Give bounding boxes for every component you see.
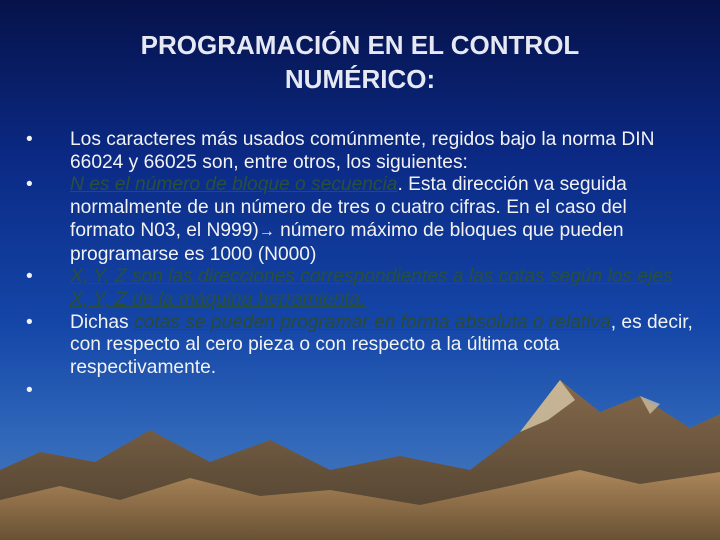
title-line-1: PROGRAMACIÓN EN EL CONTROL bbox=[140, 30, 580, 60]
bullet-item-4 bbox=[26, 312, 696, 380]
bullet-glyph: • bbox=[26, 174, 33, 196]
bullet-text: . Esta dirección va seguida normalmente de un número de tres o cuatro cifras. En el caso del formato N03, el N999) bbox=[70, 174, 627, 241]
highlight-link[interactable]: N es el número de bloque o secuencia bbox=[70, 174, 398, 196]
bullet-item-3 bbox=[26, 266, 696, 311]
highlight-link[interactable]: cotas se pueden programar en forma absoluta o relativa bbox=[133, 311, 611, 333]
title-line-2: NUMÉRICO: bbox=[284, 64, 436, 94]
bullet-item-2 bbox=[26, 174, 696, 266]
bullet-list bbox=[26, 129, 696, 401]
bullet-text: Los caracteres más usados comúnmente, regidos bajo la norma DIN 66024 y 66025 son, entre otros, los siguientes: bbox=[70, 129, 655, 173]
bullet-glyph: • bbox=[26, 266, 33, 288]
bullet-text: número máximo de bloques que pueden programarse es 1000 (N000) bbox=[70, 219, 624, 265]
highlight-link[interactable]: X, Y, Z son las direcciones correspondientes a las cotas según los ejes X, Y, Z de la máquina herramienta. bbox=[70, 266, 673, 310]
bullet-glyph: • bbox=[26, 311, 33, 333]
bullet-text: Dichas bbox=[70, 311, 134, 333]
bullet-glyph: • bbox=[26, 379, 33, 401]
slide-title bbox=[60, 28, 660, 96]
bullet-text: , es decir, con respecto al cero pieza o con respecto a la última cota respectivamente. bbox=[70, 311, 693, 379]
bullet-glyph: • bbox=[26, 129, 33, 150]
bullet-item-1 bbox=[26, 129, 696, 174]
arrow-icon: → bbox=[258, 222, 275, 240]
